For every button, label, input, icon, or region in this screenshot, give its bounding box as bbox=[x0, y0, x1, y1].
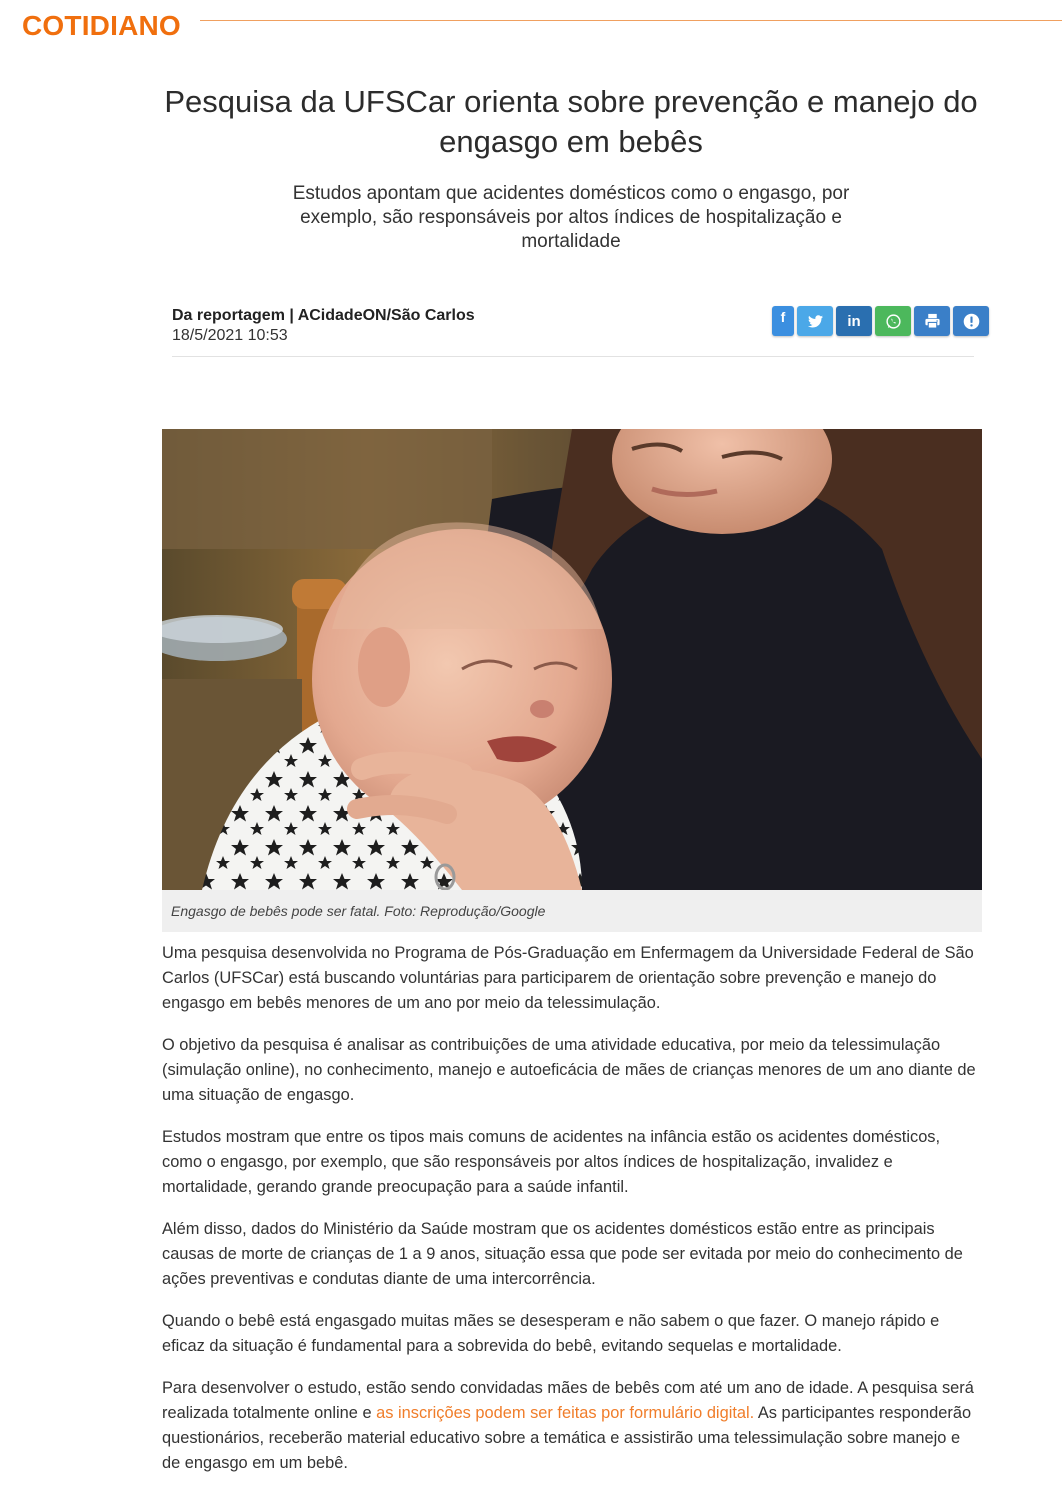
article-paragraph: Além disso, dados do Ministério da Saúde mostram que os acidentes domésticos estão entre as principais causas de morte de crianças de 1 a 9 anos, situação essa que pode ser evitada por meio do conhecimento de ações preventivas e condutas diante de uma intercorrência. bbox=[162, 1220, 963, 1288]
share-bar bbox=[772, 306, 989, 336]
article-author: Da reportagem | ACidadeON/São Carlos bbox=[172, 307, 475, 324]
article-body bbox=[162, 941, 980, 1493]
share-whatsapp-button[interactable] bbox=[875, 306, 911, 336]
mother-baby-photo bbox=[162, 429, 982, 890]
article-paragraph bbox=[162, 1376, 980, 1476]
article-photo[interactable] bbox=[162, 429, 982, 890]
article-date: 18/5/2021 10:53 bbox=[172, 327, 288, 344]
print-button[interactable] bbox=[914, 306, 950, 336]
linkedin-icon: in bbox=[847, 312, 861, 330]
share-twitter-button[interactable] bbox=[797, 306, 833, 336]
facebook-icon: f bbox=[780, 309, 786, 325]
article-subtitle: Estudos apontam que acidentes domésticos como o engasgo, por exemplo, são responsáveis por altos índices de hospitalização e mortalidade bbox=[292, 183, 850, 252]
article-paragraph: Estudos mostram que entre os tipos mais comuns de acidentes na infância estão os acidentes domésticos, como o engasgo, por exemplo, que são responsáveis por altos índices de hospitalização, invalidez e mortalidade, gerando grande preocupação para a saúde infantil. bbox=[162, 1128, 941, 1196]
paragraph-text: As participantes responderão questionários, receberão material educativo sobre a temática e assistirão uma telessimulação sobre manejo e de engasgo em um bebê. bbox=[162, 1404, 972, 1472]
photo-caption: Engasgo de bebês pode ser fatal. Foto: Reprodução/Google bbox=[162, 890, 982, 932]
article-paragraph: O objetivo da pesquisa é analisar as contribuições de uma atividade educativa, por meio da telessimulação (simulação online), no conhecimento, manejo e autoeficácia de mães de crianças menores de um ano diante de uma situação de engasgo. bbox=[162, 1036, 976, 1104]
printer-icon bbox=[924, 313, 941, 329]
whatsapp-icon bbox=[885, 313, 902, 330]
article-paragraph: Uma pesquisa desenvolvida no Programa de Pós-Graduação em Enfermagem da Universidade Federal de São Carlos (UFSCar) está buscando voluntárias para participarem de orientação sobre prevenção e manejo do engasgo em bebês menores de um ano por meio da telessimulação. bbox=[162, 944, 974, 1012]
share-linkedin-button[interactable] bbox=[836, 306, 872, 336]
twitter-icon bbox=[808, 315, 823, 328]
byline-divider bbox=[172, 356, 974, 357]
paragraph-text: Para desenvolver o estudo, estão sendo convidadas mães de bebês com até um ano de idade. A pesquisa será realizada totalmente online e bbox=[162, 1379, 974, 1422]
share-facebook-button[interactable] bbox=[772, 306, 794, 336]
alert-icon bbox=[963, 313, 980, 330]
section-title[interactable]: COTIDIANO bbox=[22, 10, 181, 41]
section-header bbox=[22, 8, 1062, 44]
article-headline: Pesquisa da UFSCar orienta sobre prevenção e manejo do engasgo em bebês bbox=[164, 84, 978, 159]
byline bbox=[172, 306, 475, 346]
registration-form-link[interactable]: as inscrições podem ser feitas por formulário digital. bbox=[376, 1404, 755, 1422]
report-button[interactable] bbox=[953, 306, 989, 336]
section-rule bbox=[200, 20, 1062, 21]
article-paragraph: Quando o bebê está engasgado muitas mães se desesperam e não sabem o que fazer. O manejo rápido e eficaz da situação é fundamental para a sobrevida do bebê, evitando sequelas e mortalidade. bbox=[162, 1312, 940, 1355]
